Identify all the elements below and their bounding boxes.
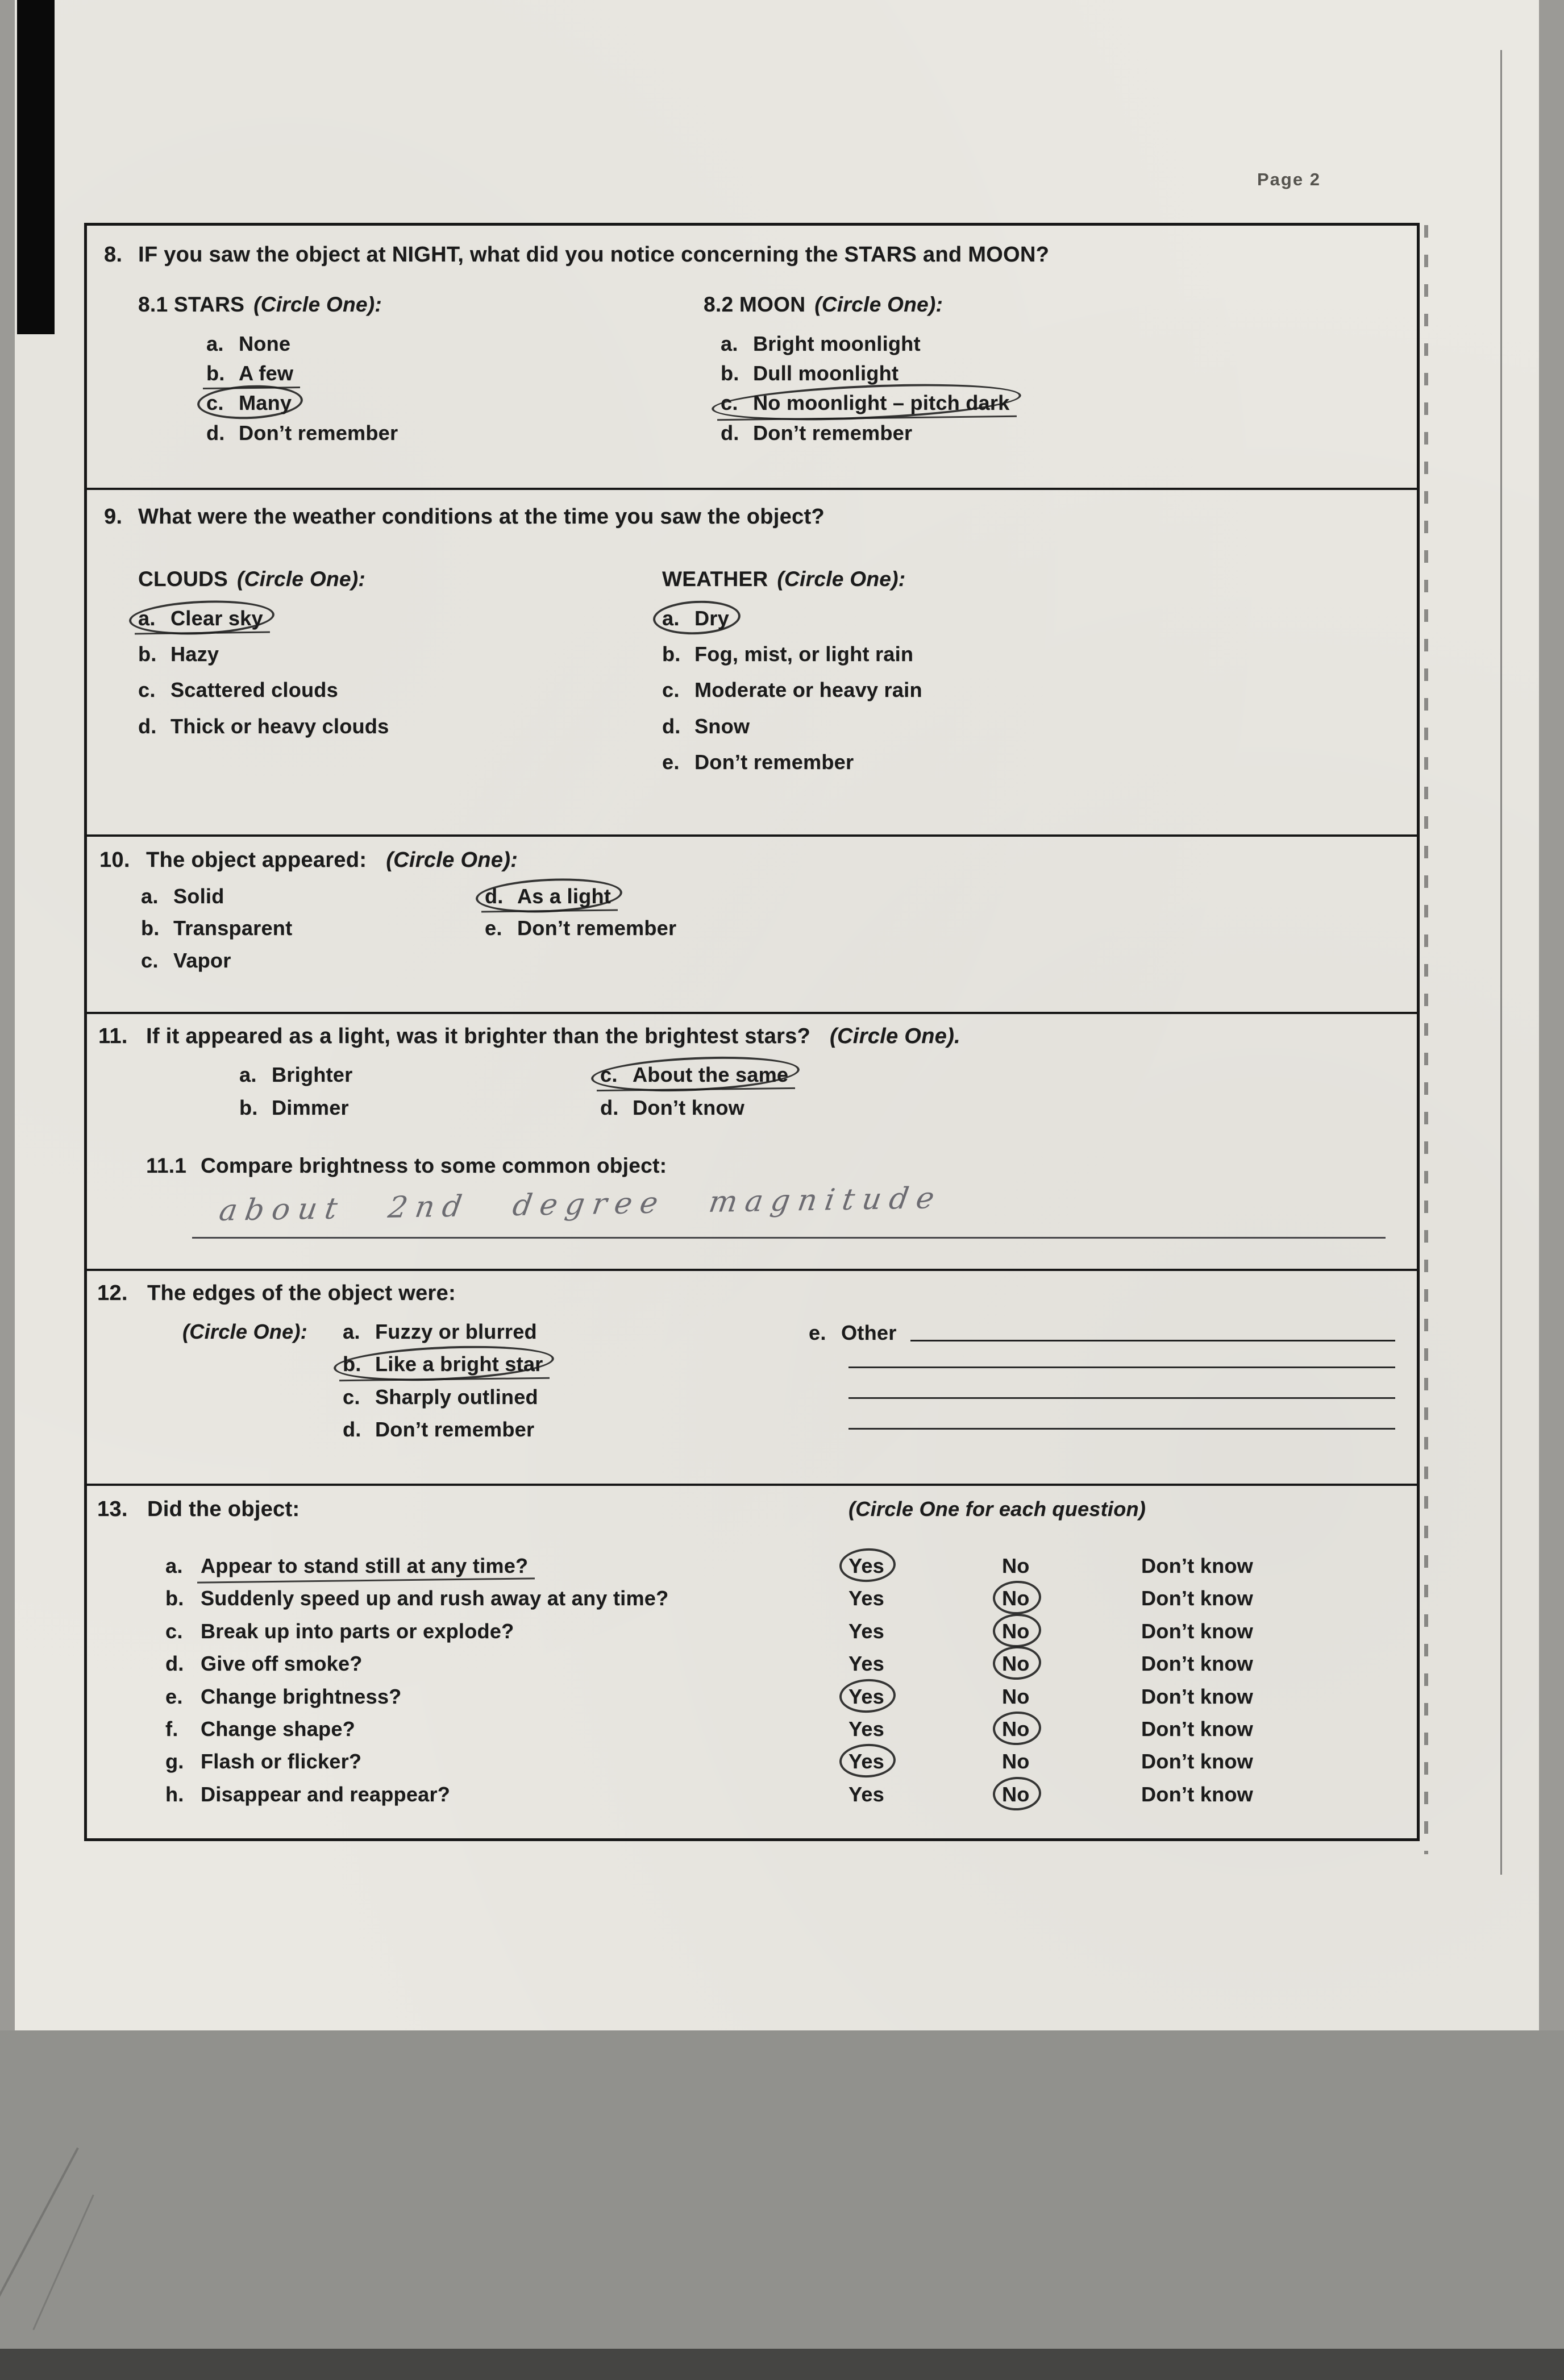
option-inner	[239, 1063, 352, 1086]
circle-one-instruction: (Circle One):	[814, 293, 943, 316]
option	[206, 421, 398, 445]
option-text: Vapor	[173, 948, 231, 972]
option-inner	[141, 949, 231, 972]
option	[721, 421, 1010, 445]
option-letter: d.	[721, 421, 739, 445]
q11-column-1	[239, 1063, 352, 1129]
option-letter: d.	[138, 714, 157, 738]
moon-subsection	[704, 293, 1010, 451]
q13-row	[165, 1685, 1405, 1708]
option-letter: d.	[662, 714, 681, 738]
option-inner	[206, 391, 292, 414]
scan-dash-artifact	[1424, 225, 1428, 1854]
subsection-label: CLOUDS	[138, 567, 228, 591]
row-question: Change brightness?	[201, 1684, 402, 1708]
question-number: 11.1	[146, 1154, 187, 1177]
option-text: About the same	[633, 1063, 789, 1086]
answer-no: No	[1002, 1619, 1030, 1643]
option-text: Bright moonlight	[753, 331, 921, 355]
option-inner	[138, 715, 389, 738]
option-letter: c.	[343, 1385, 360, 1409]
option-text: Don’t remember	[375, 1418, 535, 1442]
option	[662, 715, 922, 738]
question-text: Did the object:	[147, 1497, 300, 1521]
stars-label-line	[138, 293, 398, 317]
option	[206, 362, 398, 385]
question-10-title	[99, 848, 518, 873]
option-letter: e.	[662, 750, 680, 774]
option-text: Don’t remember	[753, 421, 913, 445]
row-letter: d.	[165, 1652, 184, 1676]
answer-yes: Yes	[848, 1554, 884, 1577]
option	[600, 1063, 788, 1086]
option-letter: a.	[721, 331, 738, 355]
option-inner	[662, 678, 922, 701]
option-inner	[721, 332, 921, 355]
question-text: IF you saw the object at NIGHT, what did you notice concerning the STARS and MOON?	[138, 243, 1050, 267]
option-inner	[600, 1063, 788, 1086]
row-question: Change shape?	[201, 1717, 355, 1741]
circle-one-instruction: (Circle One):	[237, 567, 365, 591]
q13-row	[165, 1783, 1405, 1806]
option-text: No moonlight – pitch dark	[753, 391, 1010, 415]
option-inner	[662, 750, 854, 774]
option	[662, 750, 922, 774]
q10-column-1	[141, 884, 292, 981]
question-10	[87, 837, 1417, 1014]
weather-label-line	[662, 567, 922, 592]
row-letter: c.	[165, 1619, 183, 1643]
option-text: Scattered clouds	[170, 678, 338, 702]
option	[485, 916, 676, 940]
answer-no: No	[1002, 1750, 1030, 1773]
question-12-title	[97, 1281, 456, 1306]
option-inner	[343, 1385, 538, 1409]
clouds-options	[138, 607, 389, 738]
clouds-subsection	[138, 567, 389, 750]
option-inner	[239, 1096, 349, 1119]
row-letter: h.	[165, 1782, 184, 1806]
option-letter: a.	[662, 606, 680, 630]
option-letter: c.	[600, 1063, 618, 1086]
clouds-label-line	[138, 567, 389, 592]
option-inner	[206, 421, 398, 445]
scan-edge-artifact	[17, 0, 55, 334]
option	[138, 678, 389, 701]
option-inner	[662, 642, 913, 666]
question-number: 13.	[97, 1497, 128, 1521]
option-text: Don’t remember	[694, 750, 854, 774]
scanner-bed	[0, 2030, 1564, 2380]
answer-yes: Yes	[848, 1619, 884, 1643]
option-inner	[662, 715, 750, 738]
row-letter: b.	[165, 1586, 184, 1610]
questionnaire-form	[84, 223, 1420, 1841]
question-number: 12.	[97, 1281, 128, 1305]
option-letter: a.	[138, 606, 156, 630]
option-inner	[141, 916, 292, 940]
question-8	[87, 226, 1417, 490]
row-question: Break up into parts or explode?	[201, 1619, 514, 1643]
option	[485, 884, 676, 908]
option-inner	[600, 1096, 744, 1119]
row-letter: g.	[165, 1750, 184, 1773]
question-9-title	[104, 505, 825, 530]
handwritten-answer: about 2nd degree magnitude	[217, 1181, 945, 1228]
option-letter: b.	[662, 642, 681, 666]
answer-no: No	[1002, 1684, 1030, 1708]
option-text: Hazy	[170, 642, 219, 666]
option	[343, 1385, 543, 1409]
answer-dont-know: Don’t know	[1141, 1684, 1253, 1708]
option	[141, 916, 292, 940]
option-other	[809, 1321, 1395, 1344]
option-inner	[721, 362, 899, 385]
option-text: Like a bright star	[375, 1352, 543, 1376]
option-text: Moderate or heavy rain	[694, 678, 922, 702]
option-text: Don’t remember	[517, 916, 677, 940]
option-letter: c.	[662, 678, 680, 702]
row-question: Appear to stand still at any time?	[201, 1554, 529, 1577]
option-inner	[662, 607, 729, 630]
option-text: Brighter	[272, 1063, 353, 1086]
answer-no: No	[1002, 1717, 1030, 1741]
option-text: A few	[239, 361, 294, 385]
option-text: None	[239, 331, 291, 355]
question-11-1	[146, 1154, 667, 1178]
question-13-title	[97, 1497, 300, 1522]
answer-no: No	[1002, 1586, 1030, 1610]
circle-one-instruction: (Circle One for each question)	[848, 1497, 1146, 1521]
option-text: Don’t know	[633, 1096, 744, 1120]
option	[206, 332, 398, 355]
option	[662, 678, 922, 701]
option-letter: b.	[721, 361, 739, 385]
option	[239, 1063, 352, 1086]
question-text: The object appeared:	[146, 848, 367, 872]
stars-subsection	[138, 293, 398, 451]
question-11	[87, 1014, 1417, 1271]
question-text: Compare brightness to some common object:	[201, 1154, 667, 1177]
q13-row	[165, 1586, 1405, 1610]
q10-column-2	[485, 884, 676, 949]
option-inner	[343, 1320, 537, 1343]
question-text: The edges of the object were:	[147, 1281, 456, 1305]
answer-dont-know: Don’t know	[1141, 1717, 1253, 1741]
answer-dont-know: Don’t know	[1141, 1619, 1253, 1643]
question-13	[87, 1486, 1417, 1838]
circle-one-instruction: (Circle One):	[253, 293, 382, 316]
question-9	[87, 490, 1417, 837]
row-letter: e.	[165, 1684, 183, 1708]
option-letter: d.	[485, 884, 504, 908]
circle-one-instruction: (Circle One):	[386, 848, 518, 872]
answer-dont-know: Don’t know	[1141, 1652, 1253, 1676]
option-letter: a.	[239, 1063, 257, 1086]
option-text: Fog, mist, or light rain	[694, 642, 914, 666]
question-number: 8.	[104, 243, 123, 267]
option-inner	[485, 884, 611, 908]
option-inner	[138, 607, 263, 630]
option-inner	[721, 421, 912, 445]
question-text: What were the weather conditions at the time you saw the object?	[138, 505, 825, 529]
option-letter: b.	[343, 1352, 361, 1376]
row-question: Suddenly speed up and rush away at any time?	[201, 1586, 669, 1610]
option	[138, 715, 389, 738]
answer-yes: Yes	[848, 1717, 884, 1741]
option-letter: a.	[141, 884, 159, 908]
option-inner	[206, 362, 293, 385]
option-letter: d.	[206, 421, 225, 445]
option-text: Dimmer	[272, 1096, 349, 1120]
option	[343, 1352, 543, 1376]
q13-rows	[165, 1554, 1405, 1815]
answer-no: No	[1002, 1652, 1030, 1676]
question-text: If it appeared as a light, was it brighter than the brightest stars?	[146, 1024, 811, 1048]
answer-no: No	[1002, 1782, 1030, 1806]
option-text: Thick or heavy clouds	[170, 714, 389, 738]
answer-yes: Yes	[848, 1652, 884, 1676]
row-question: Flash or flicker?	[201, 1750, 362, 1773]
blank-answer-line	[848, 1366, 1395, 1368]
subsection-label: 8.1 STARS	[138, 293, 245, 316]
answer-yes: Yes	[848, 1684, 884, 1708]
stars-options	[206, 332, 398, 445]
option-inner	[721, 391, 1010, 414]
option-letter: b.	[138, 642, 157, 666]
answer-dont-know: Don’t know	[1141, 1782, 1253, 1806]
circle-one-instruction: (Circle One):	[777, 567, 906, 591]
option	[600, 1096, 788, 1119]
answer-no: No	[1002, 1554, 1030, 1577]
blank-answer-line	[848, 1397, 1395, 1399]
option-inner	[138, 678, 338, 701]
scan-line-artifact	[1500, 50, 1502, 1875]
option-text: Solid	[173, 884, 224, 908]
q13-row	[165, 1750, 1405, 1773]
answer-line	[192, 1237, 1386, 1239]
option-letter: b.	[239, 1096, 258, 1120]
option	[662, 642, 922, 666]
question-12	[87, 1271, 1417, 1486]
moon-label-line	[704, 293, 1010, 317]
moon-options	[721, 332, 1010, 445]
option-letter: e.	[809, 1321, 826, 1344]
q13-row	[165, 1717, 1405, 1741]
option	[206, 391, 398, 414]
option-letter: d.	[343, 1418, 361, 1442]
option-text: Sharply outlined	[375, 1385, 538, 1409]
answer-dont-know: Don’t know	[1141, 1586, 1253, 1610]
option-letter: a.	[343, 1320, 360, 1343]
q13-row	[165, 1554, 1405, 1577]
subsection-label: 8.2 MOON	[704, 293, 806, 316]
q12-options	[343, 1320, 543, 1451]
row-question: Give off smoke?	[201, 1652, 363, 1676]
subsection-label: WEATHER	[662, 567, 768, 591]
option-text: Transparent	[173, 916, 293, 940]
option-letter: c.	[138, 678, 156, 702]
blank-answer-line	[848, 1428, 1395, 1430]
option-text: Clear sky	[170, 606, 263, 630]
question-8-title	[104, 243, 1049, 268]
option-letter: c.	[141, 948, 159, 972]
option-text: Snow	[694, 714, 750, 738]
option	[662, 607, 922, 630]
question-number: 11.	[98, 1024, 128, 1048]
answer-dont-know: Don’t know	[1141, 1750, 1253, 1773]
option-letter: b.	[206, 361, 225, 385]
option-text: Don’t remember	[239, 421, 398, 445]
option-inner	[343, 1418, 534, 1441]
option	[239, 1096, 352, 1119]
option-inner	[141, 884, 224, 908]
option-text: Dry	[694, 606, 729, 630]
answer-yes: Yes	[848, 1782, 884, 1806]
question-11-title	[98, 1024, 960, 1049]
option	[343, 1320, 543, 1343]
row-question: Disappear and reappear?	[201, 1782, 451, 1806]
question-number: 9.	[104, 505, 123, 529]
option	[343, 1418, 543, 1441]
weather-options	[662, 607, 922, 774]
weather-subsection	[662, 567, 922, 787]
option-text: Dull moonlight	[753, 361, 899, 385]
option-letter: e.	[485, 916, 502, 940]
option-letter: a.	[206, 331, 224, 355]
row-letter: f.	[165, 1717, 178, 1741]
scanner-bed-edge	[0, 2349, 1564, 2380]
answer-yes: Yes	[848, 1586, 884, 1610]
other-answer-line	[910, 1340, 1395, 1341]
option	[138, 642, 389, 666]
option-text: Other	[841, 1321, 897, 1344]
option-inner	[343, 1352, 543, 1376]
answer-dont-know: Don’t know	[1141, 1554, 1253, 1577]
option-text: Many	[239, 391, 292, 415]
option	[721, 332, 1010, 355]
answer-yes: Yes	[848, 1750, 884, 1773]
option-inner	[485, 916, 676, 940]
option-text: Fuzzy or blurred	[375, 1320, 537, 1343]
option	[721, 362, 1010, 385]
option-text: As a light	[517, 884, 612, 908]
q13-row	[165, 1619, 1405, 1643]
q13-row	[165, 1652, 1405, 1675]
option-letter: c.	[206, 391, 224, 415]
circle-one-instruction: (Circle One):	[182, 1320, 307, 1343]
page-number: Page 2	[1257, 169, 1321, 189]
q11-column-2	[600, 1063, 788, 1129]
question-number: 10.	[99, 848, 130, 872]
circle-one-instruction: (Circle One).	[830, 1024, 960, 1048]
option-letter: c.	[721, 391, 738, 415]
option	[141, 949, 292, 972]
option-letter: b.	[141, 916, 160, 940]
row-letter: a.	[165, 1554, 183, 1577]
option-inner	[138, 642, 219, 666]
option-letter: d.	[600, 1096, 619, 1120]
option	[141, 884, 292, 908]
option-inner	[206, 332, 290, 355]
option	[721, 391, 1010, 414]
option	[138, 607, 389, 630]
